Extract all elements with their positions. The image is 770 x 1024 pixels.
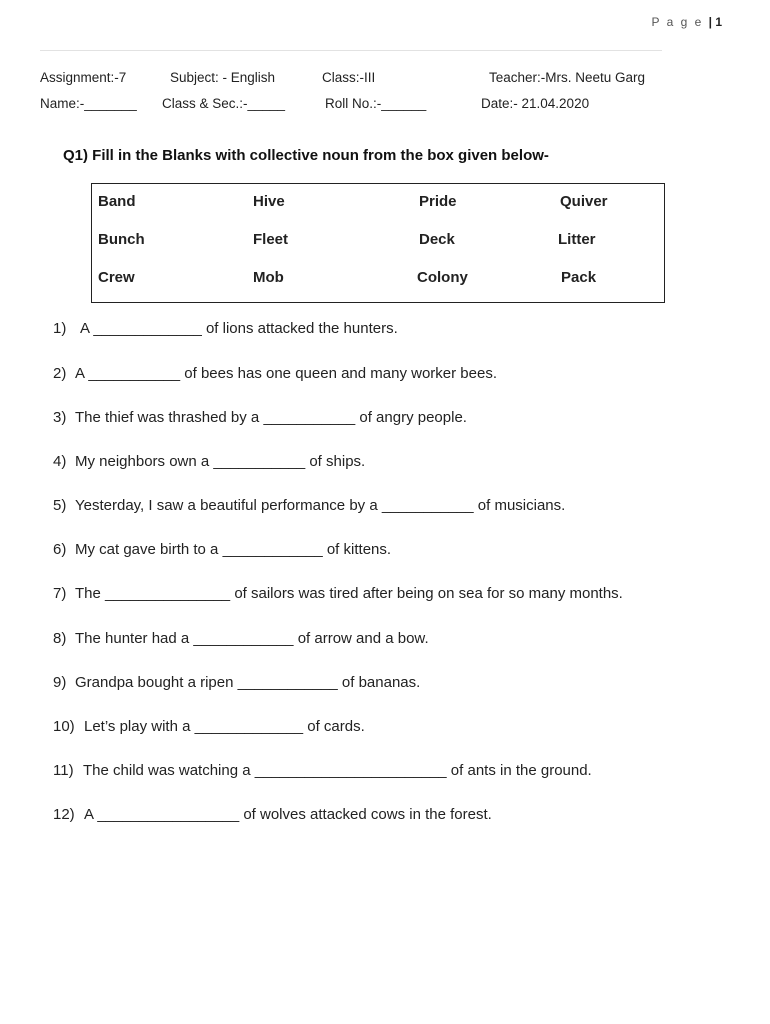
item-text: The thief was thrashed by a ___________ of angry people. xyxy=(75,409,467,426)
item-number: 10) xyxy=(53,718,75,735)
list-item xyxy=(53,718,365,735)
word-band: Band xyxy=(98,193,136,210)
word-deck: Deck xyxy=(419,231,455,248)
word-hive: Hive xyxy=(253,193,285,210)
item-number: 2) xyxy=(53,365,67,382)
word-box xyxy=(91,183,665,303)
item-text: A ___________ of bees has one queen and many worker bees. xyxy=(75,365,497,382)
word-pack: Pack xyxy=(561,269,597,286)
word-crew: Crew xyxy=(98,269,135,286)
date-label: Date:- 21.04.2020 xyxy=(481,96,590,111)
item-text: The _______________ of sailors was tired after being on sea for so many months. xyxy=(75,585,623,602)
word-quiver: Quiver xyxy=(560,193,608,210)
list-item xyxy=(53,453,365,470)
roll-no-field: Roll No.:-______ xyxy=(325,96,427,111)
page-number-value: | 1 xyxy=(708,15,722,29)
item-number: 6) xyxy=(53,541,67,558)
word-pride: Pride xyxy=(419,193,457,210)
list-item xyxy=(53,497,565,514)
list-item xyxy=(53,762,592,779)
word-mob: Mob xyxy=(253,269,284,286)
item-text: Grandpa bought a ripen ____________ of bananas. xyxy=(75,674,421,691)
assignment-label: Assignment:-7 xyxy=(40,70,127,85)
list-item xyxy=(53,365,497,382)
list-item xyxy=(53,806,492,823)
teacher-label: Teacher:-Mrs. Neetu Garg xyxy=(489,70,646,85)
item-number: 4) xyxy=(53,453,67,470)
word-colony: Colony xyxy=(417,269,468,286)
item-number: 11) xyxy=(53,762,74,779)
item-number: 12) xyxy=(53,806,75,823)
list-item xyxy=(53,409,467,426)
class-label: Class:-III xyxy=(322,70,376,85)
item-number: 8) xyxy=(53,630,67,647)
word-fleet: Fleet xyxy=(253,231,289,248)
word-litter: Litter xyxy=(558,231,596,248)
header-divider xyxy=(40,50,662,51)
list-item xyxy=(53,585,623,602)
page-number xyxy=(651,15,722,29)
item-number: 7) xyxy=(53,585,67,602)
list-item xyxy=(53,541,391,558)
word-bunch: Bunch xyxy=(98,231,145,248)
list-item xyxy=(53,674,420,691)
class-sec-field: Class & Sec.:-_____ xyxy=(162,96,286,111)
list-item xyxy=(53,630,429,647)
item-text: My neighbors own a ___________ of ships. xyxy=(75,453,366,470)
subject-label: Subject: - English xyxy=(170,70,276,85)
question-title: Q1) Fill in the Blanks with collective noun from the box given below- xyxy=(63,147,549,164)
item-text: Yesterday, I saw a beautiful performance by a ___________ of musicians. xyxy=(75,497,566,514)
item-text: A _____________ of lions attacked the hunters. xyxy=(80,320,398,337)
item-text: A _________________ of wolves attacked cows in the forest. xyxy=(84,806,492,823)
page-label: P a g e xyxy=(651,15,704,29)
item-number: 1) xyxy=(53,320,67,337)
item-number: 5) xyxy=(53,497,67,514)
item-text: The child was watching a _______________________ of ants in the ground. xyxy=(83,762,592,779)
name-field: Name:-_______ xyxy=(40,96,137,111)
list-item xyxy=(53,320,398,337)
item-number: 3) xyxy=(53,409,67,426)
item-number: 9) xyxy=(53,674,67,691)
item-text: My cat gave birth to a ____________ of kittens. xyxy=(75,541,392,558)
item-text: The hunter had a ____________ of arrow and a bow. xyxy=(75,630,429,647)
item-text: Let’s play with a _____________ of cards. xyxy=(84,718,365,735)
